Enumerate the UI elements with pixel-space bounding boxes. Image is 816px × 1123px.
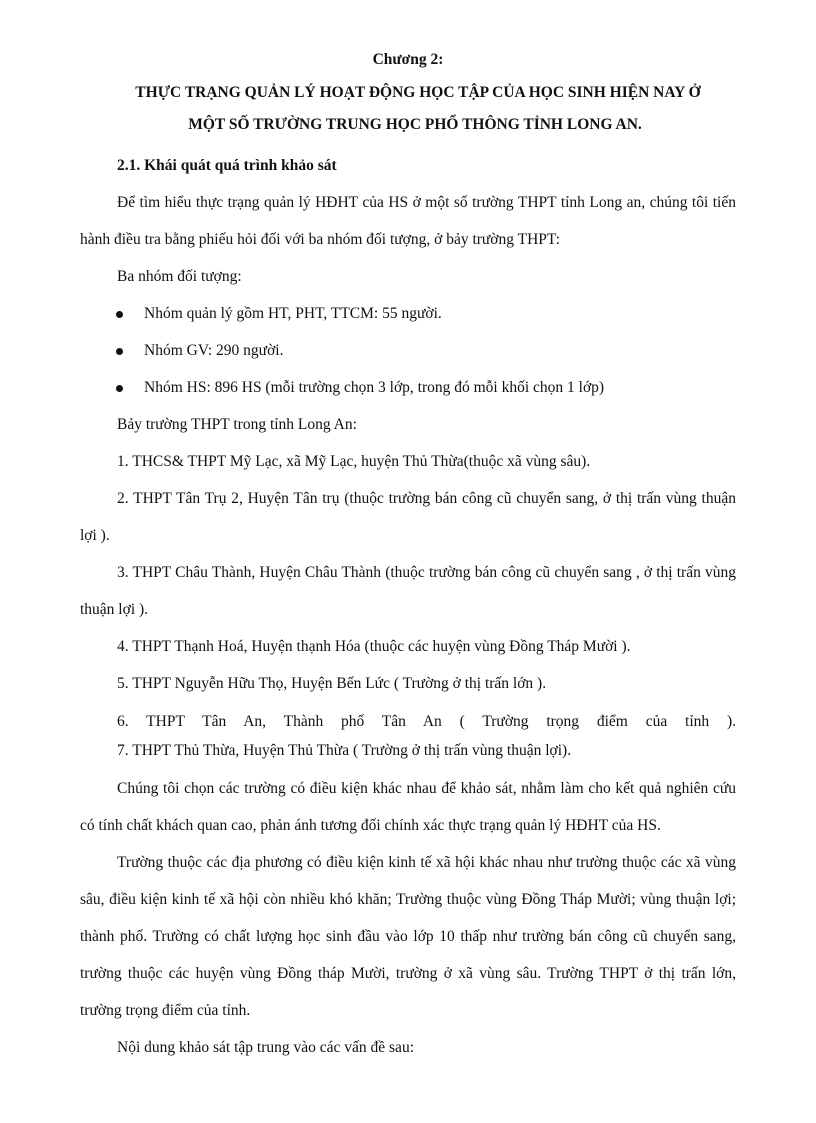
school-item-1: 1. THCS& THPT Mỹ Lạc, xã Mỹ Lạc, huyện Thủ Thừa(thuộc xã vùng sâu). <box>117 453 591 470</box>
bullet-icon <box>116 311 123 318</box>
chapter-title-line-2: MỘT SỐ TRƯỜNG TRUNG HỌC PHỔ THÔNG TỈNH LONG AN. <box>188 116 642 133</box>
selection-paragraph: Chúng tôi chọn các trường có điều kiện khác nhau để khảo sát, nhằm làm cho kết quả nghiên cứu có tính chất khách quan cao, phản ánh tương đối chính xác thực trạng quản lý HĐHT của HS. <box>80 780 736 834</box>
school-item-7: 7. THPT Thủ Thừa, Huyện Thủ Thừa ( Trường ở thị trấn vùng thuận lợi). <box>117 742 572 759</box>
survey-content-paragraph: Nội dung khảo sát tập trung vào các vấn đề sau: <box>117 1039 414 1056</box>
intro-paragraph: Để tìm hiểu thực trạng quản lý HĐHT của HS ở một số trường THPT tỉnh Long an, chúng tôi tiến hành điều tra bằng phiếu hỏi đối với ba nhóm đối tượng, ở bảy trường THPT: <box>80 194 736 248</box>
list-item-text: Nhóm GV: 290 người. <box>144 342 284 359</box>
school-item-3: 3. THPT Châu Thành, Huyện Châu Thành (thuộc trường bán công cũ chuyển sang , ở thị trấn vùng thuận lợi ). <box>80 564 736 618</box>
conditions-paragraph: Trường thuộc các địa phương có điều kiện kinh tế xã hội khác nhau như trường thuộc các xã vùng sâu, điều kiện kinh tế xã hội còn nhiều khó khăn; Trường thuộc vùng Đồng Tháp Mười; vùng thuận lợi; thành phố. Trường có chất lượng học sinh đầu vào lớp 10 thấp như trường bán công cũ chuyển sang, trường thuộc các huyện vùng Đồng tháp Mười, trường ở xã vùng sâu. Trường THPT ở thị trấn lớn, trường trọng điểm của tỉnh. <box>80 854 736 1019</box>
schools-label: Bảy trường THPT trong tỉnh Long An: <box>117 416 357 433</box>
section-heading: 2.1. Khái quát quá trình khảo sát <box>117 157 337 174</box>
list-item <box>80 369 736 406</box>
chapter-title-line-1: THỰC TRẠNG QUẢN LÝ HOẠT ĐỘNG HỌC TẬP CỦA HỌC SINH HIỆN NAY Ở <box>135 84 701 101</box>
chapter-label: Chương 2: <box>372 51 444 68</box>
groups-list <box>80 295 736 406</box>
list-item-text: Nhóm HS: 896 HS (mỗi trường chọn 3 lớp, trong đó mỗi khối chọn 1 lớp) <box>144 379 605 396</box>
list-item-text: Nhóm quản lý gồm HT, PHT, TTCM: 55 người. <box>144 305 442 322</box>
bullet-icon <box>116 385 123 392</box>
school-item-6: 6. THPT Tân An, Thành phố Tân An ( Trường trọng điểm của tỉnh ). <box>117 713 736 730</box>
list-item <box>80 332 736 369</box>
groups-label: Ba nhóm đối tượng: <box>117 268 242 285</box>
school-item-4: 4. THPT Thạnh Hoá, Huyện thạnh Hóa (thuộc các huyện vùng Đồng Tháp Mười ). <box>117 638 631 655</box>
list-item <box>80 295 736 332</box>
school-item-5: 5. THPT Nguyễn Hữu Thọ, Huyện Bến Lức ( Trường ở thị trấn lớn ). <box>117 675 547 692</box>
school-item-2: 2. THPT Tân Trụ 2, Huyện Tân trụ (thuộc trường bán công cũ chuyển sang, ở thị trấn vùng thuận lợi ). <box>80 490 736 544</box>
bullet-icon <box>116 348 123 355</box>
